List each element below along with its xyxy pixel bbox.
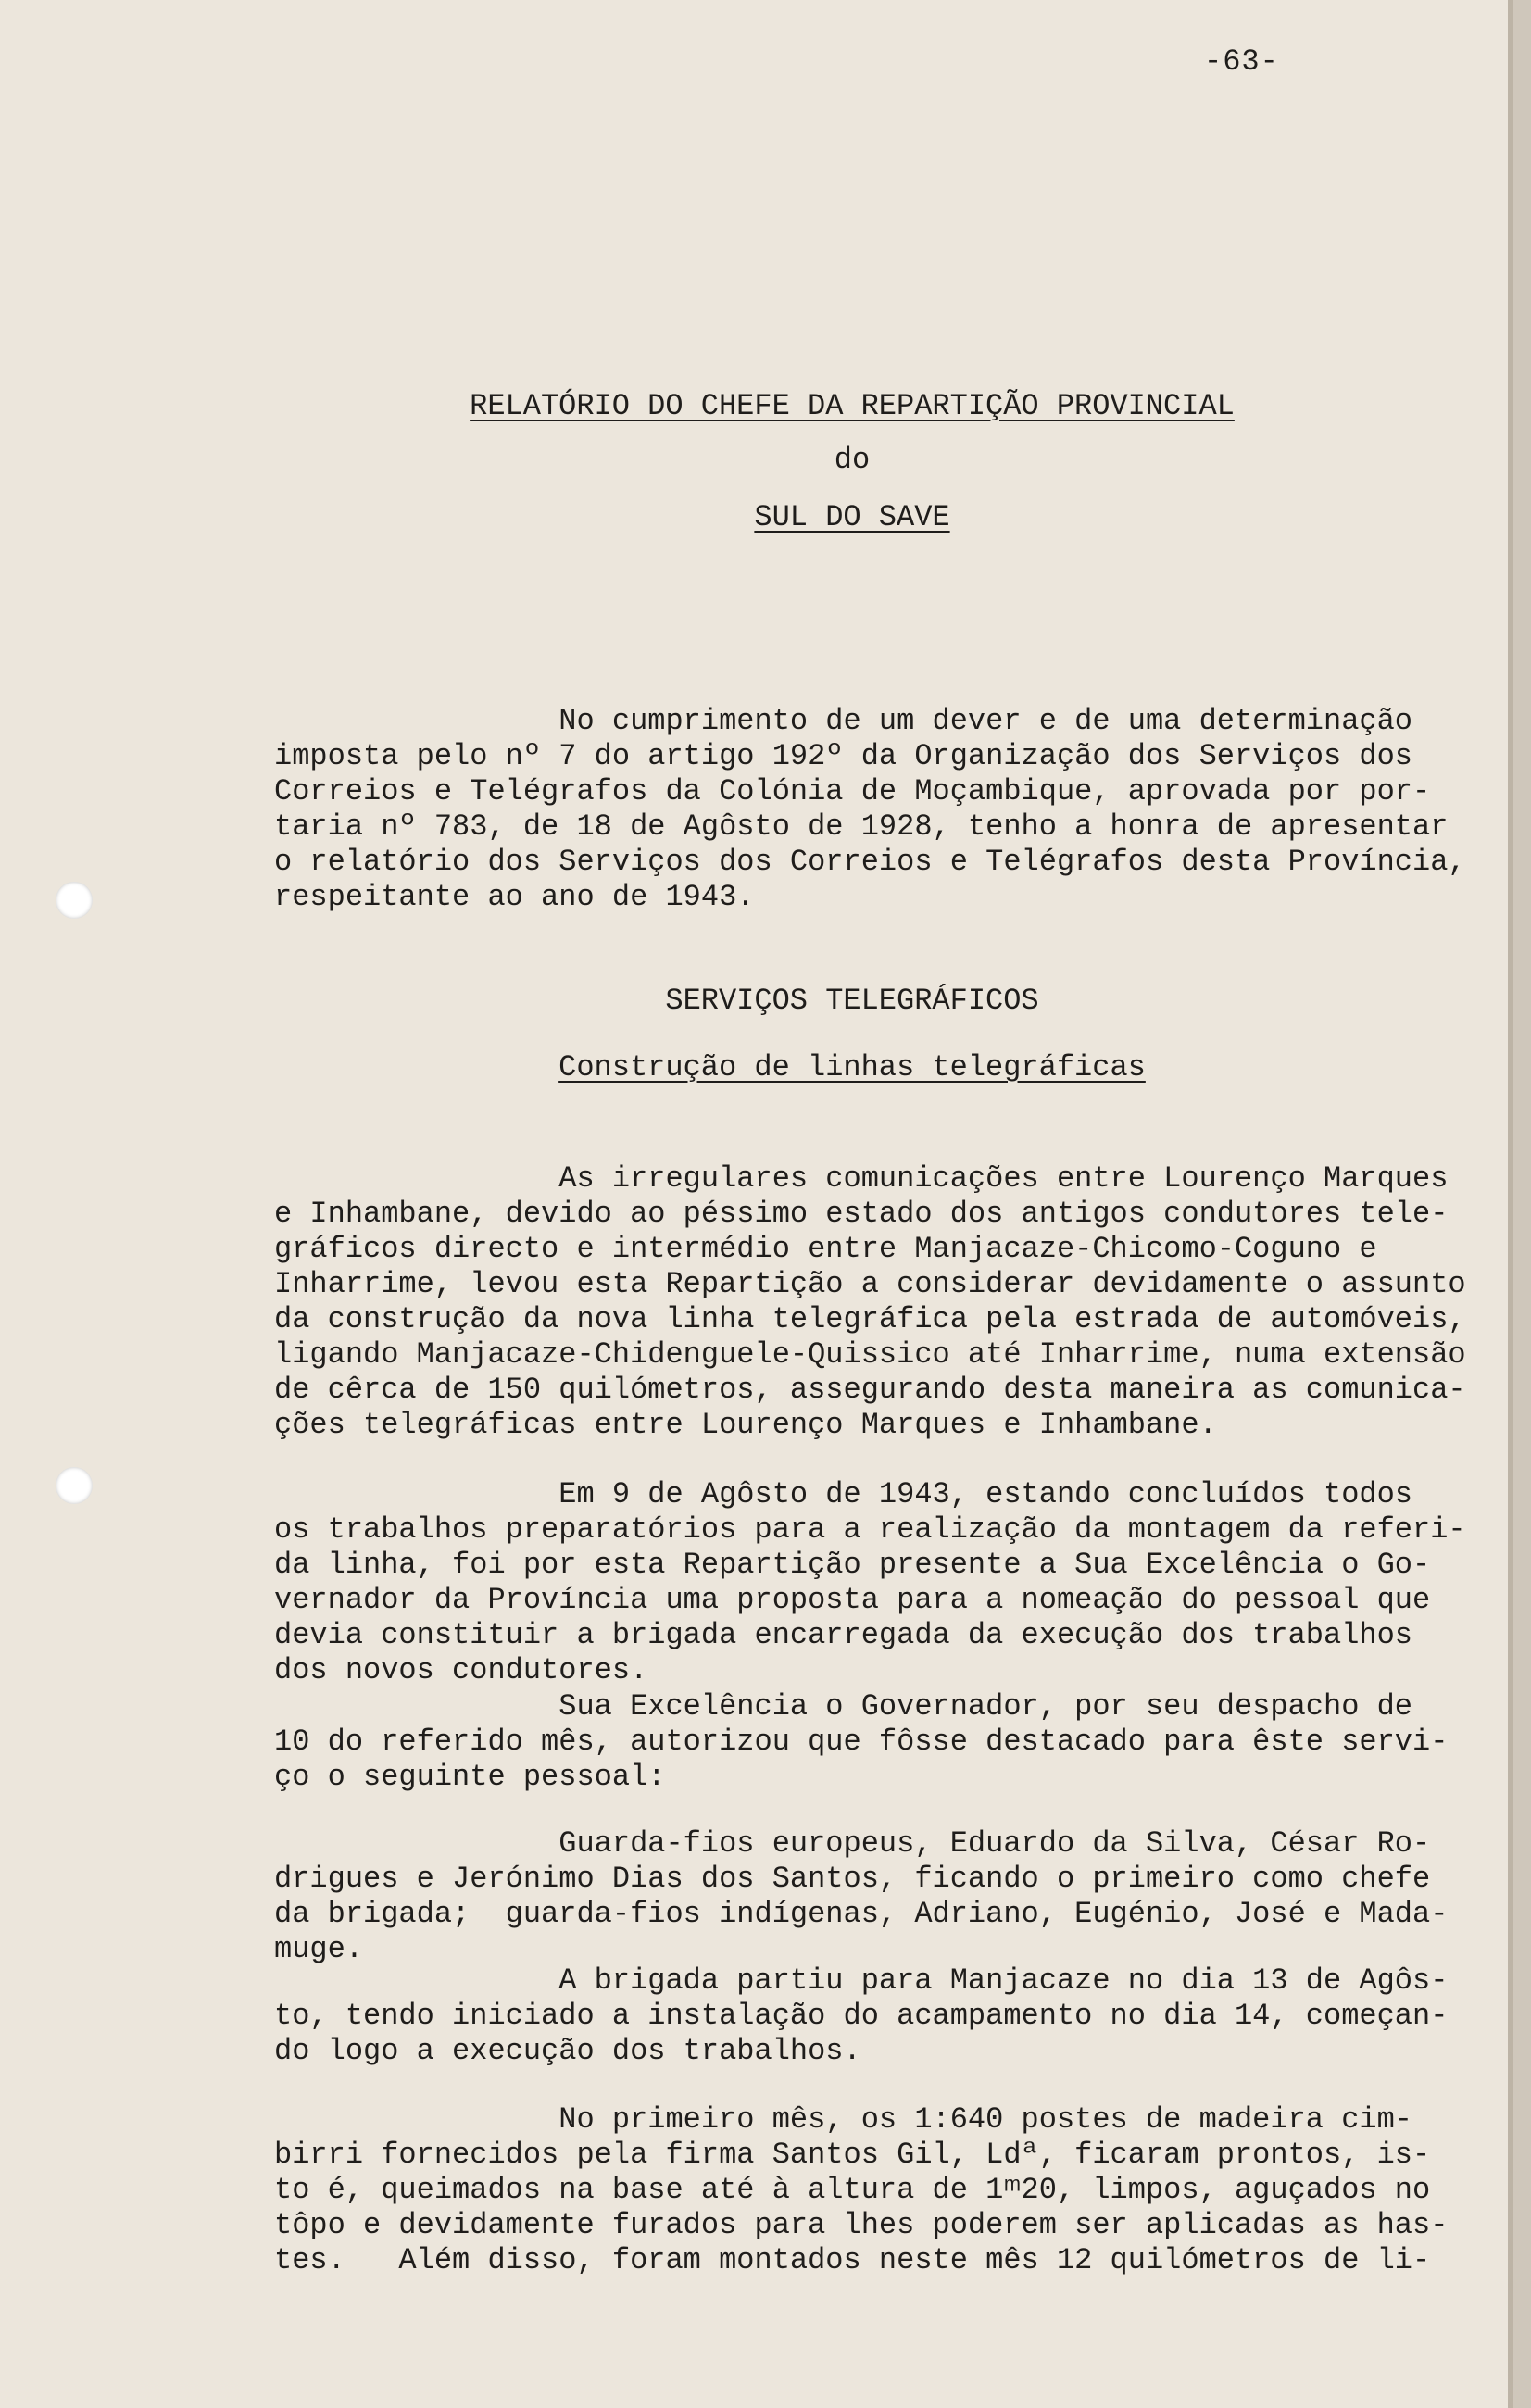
report-title-connector: do — [834, 443, 871, 477]
body-paragraph: No primeiro mês, os 1:640 postes de madeira cim- birri fornecidos pela firma Santos Gil, Ldª, ficaram prontos, is- to é, queimados na base até à altura de 1ᵐ20, limpos, aguçados no tôpo e devidamente furados para lhes poderem ser aplicadas as has- tes. Além disso, foram montados neste mês 12 quilómetros de li- — [274, 2102, 1449, 2277]
body-paragraph: Em 9 de Agôsto de 1943, estando concluídos todos os trabalhos preparatórios para a realização da montagem da referi- da linha, foi por esta Repartição presente a Sua Excelência o Go- vernador da Província uma proposta para a nomeação do pessoal que devia constituir a brigada encarregada da execução dos trabalhos dos novos condutores. — [274, 1477, 1466, 1687]
intro-paragraph: No cumprimento de um dever e de uma determinação imposta pelo nº 7 do artigo 192º da Organização dos Serviços dos Correios e Telégrafos da Colónia de Moçambique, aprovada por por- taria nº 783, de 18 de Agôsto de 1928, tenho a honra de apresentar o relatório dos Serviços dos Correios e Telégrafos desta Província, respeitante ao ano de 1943. — [274, 704, 1466, 914]
subsection-title: Construção de linhas telegráficas — [558, 1050, 1146, 1085]
page-number: -63- — [1204, 44, 1279, 79]
punch-hole — [56, 882, 93, 919]
section-title: SERVIÇOS TELEGRÁFICOS — [665, 984, 1039, 1018]
body-paragraph: As irregulares comunicações entre Lourenço Marques e Inhambane, devido ao péssimo estado dos antigos condutores tele- gráficos directo e intermédio entre Manjacaze-Chicomo-Coguno e Inharrime, levou esta Repartição a considerar devidamente o assunto da construção da nova linha telegráfica pela estrada de automóveis, ligando Manjacaze-Chidenguele-Quissico até Inharrime, numa extensão de cêrca de 150 quilómetros, assegurando desta maneira as comunica- ções telegráficas entre Lourenço Marques e Inhambane. — [274, 1161, 1466, 1442]
body-paragraph: Guarda-fios europeus, Eduardo da Silva, César Ro- drigues e Jerónimo Dias dos Santos, ficando o primeiro como chefe da brigada; guarda-fios indígenas, Adriano, Eugénio, José e Mada- muge. — [274, 1826, 1449, 1966]
punch-hole — [56, 1467, 93, 1504]
body-paragraph: A brigada partiu para Manjacaze no dia 13 de Agôs- to, tendo iniciado a instalação do acampamento no dia 14, começan- do logo a execução dos trabalhos. — [274, 1963, 1449, 2068]
report-region: SUL DO SAVE — [754, 500, 950, 534]
body-paragraph: Sua Excelência o Governador, por seu despacho de 10 do referido mês, autorizou que fôsse destacado para êste servi- ço o seguinte pessoal: — [274, 1689, 1449, 1794]
report-title: RELATÓRIO DO CHEFE DA REPARTIÇÃO PROVINCIAL — [470, 389, 1235, 423]
